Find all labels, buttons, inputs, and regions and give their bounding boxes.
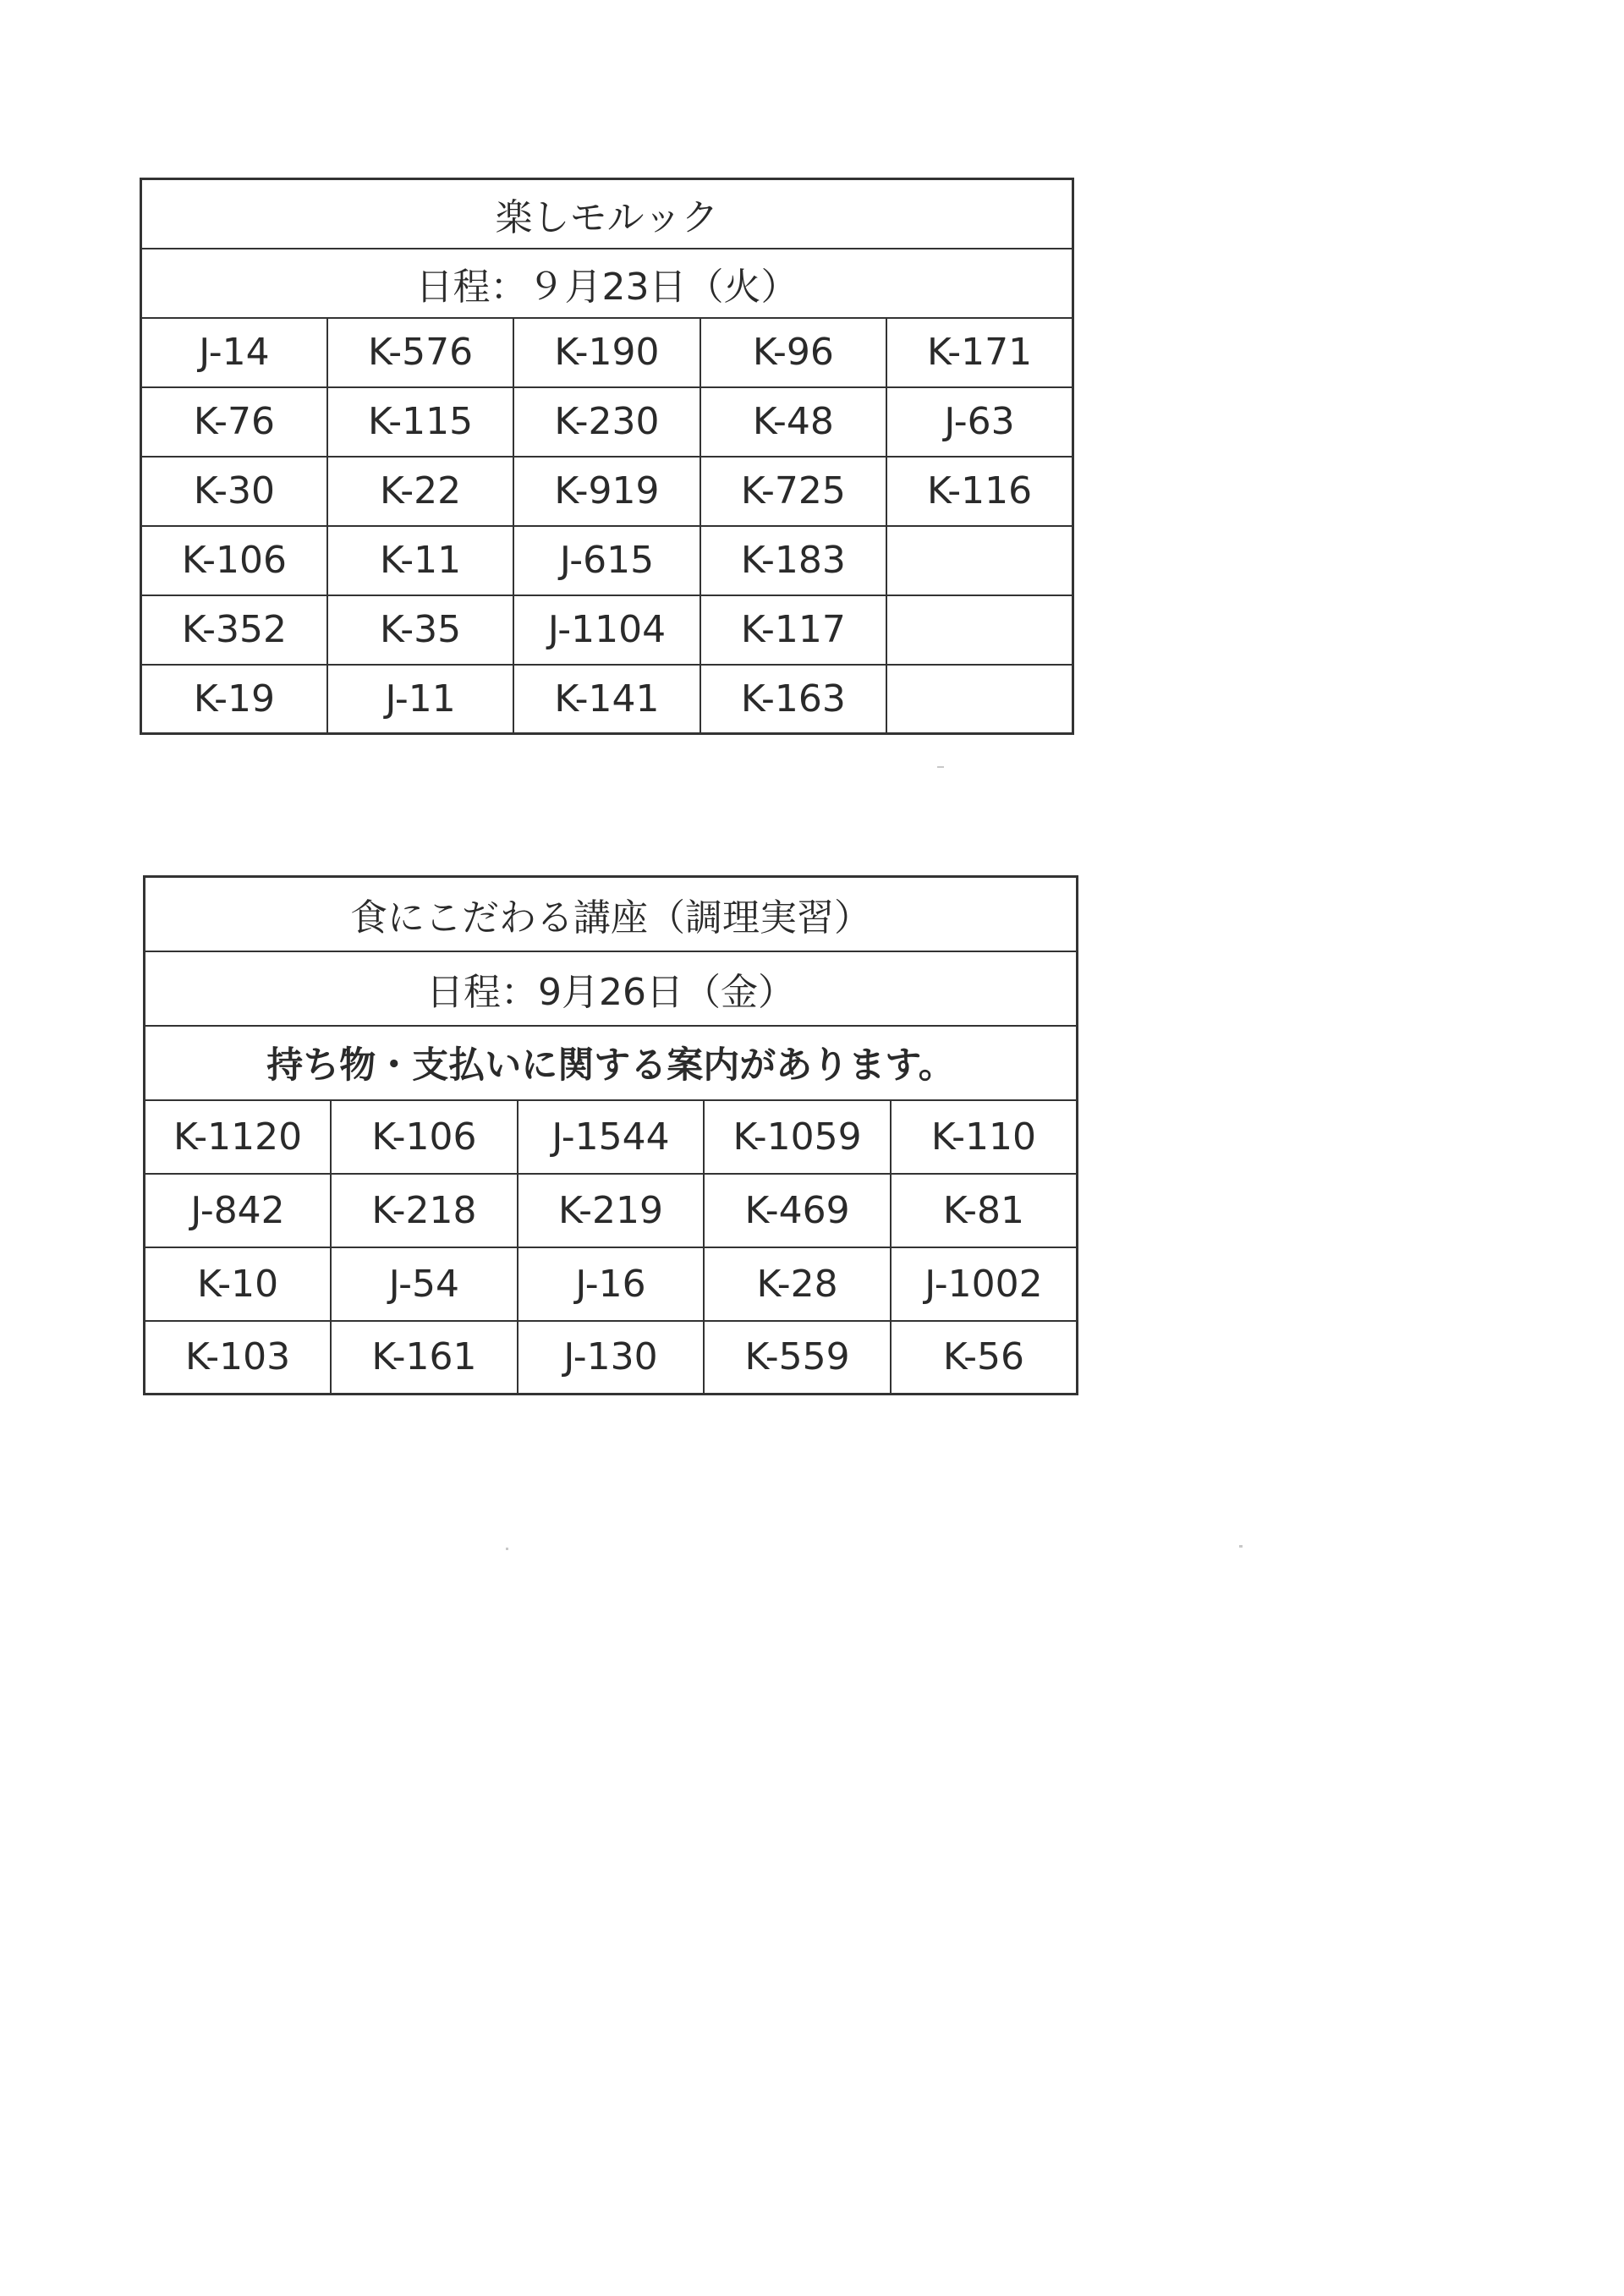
table-row — [145, 1247, 1078, 1321]
table-row — [141, 526, 1073, 595]
participant-id-cell: K-103 — [145, 1321, 332, 1395]
scan-speck — [937, 766, 944, 768]
participant-id-cell: K-219 — [518, 1174, 705, 1247]
participant-id-cell: K-1120 — [145, 1100, 332, 1174]
table-row — [141, 318, 1073, 387]
participant-id-cell: J-1544 — [518, 1100, 705, 1174]
schedule-table-cooking — [143, 875, 1078, 1395]
participant-id-cell: K-76 — [141, 387, 327, 457]
participant-id-cell: J-16 — [518, 1247, 705, 1321]
participant-id-cell: K-96 — [700, 318, 886, 387]
table-row — [145, 1100, 1078, 1174]
participant-id-cell: K-22 — [327, 457, 513, 526]
participant-id-cell: K-141 — [513, 665, 700, 734]
table-row — [141, 665, 1073, 734]
participant-id-cell: K-19 — [141, 665, 327, 734]
participant-id-cell: K-469 — [704, 1174, 891, 1247]
participant-id-cell: K-11 — [327, 526, 513, 595]
participant-id-cell: J-63 — [886, 387, 1073, 457]
participant-id-cell: K-163 — [700, 665, 886, 734]
participant-id-cell: K-10 — [145, 1247, 332, 1321]
participant-id-cell: K-559 — [704, 1321, 891, 1395]
participant-id-cell: K-30 — [141, 457, 327, 526]
participant-id-cell: J-1002 — [891, 1247, 1078, 1321]
participant-id-cell: K-81 — [891, 1174, 1078, 1247]
table-title-row — [145, 877, 1078, 951]
participant-id-cell: K-352 — [141, 595, 327, 665]
event-title: 楽しモルック — [141, 179, 1073, 249]
table-row — [145, 1321, 1078, 1395]
participant-id-cell: K-115 — [327, 387, 513, 457]
participant-id-cell: K-161 — [331, 1321, 518, 1395]
event-schedule: 日程：9月26日（金） — [145, 951, 1078, 1026]
event-schedule: 日程：９月23日（火） — [141, 249, 1073, 318]
table-row — [141, 387, 1073, 457]
participant-id-cell: J-1104 — [513, 595, 700, 665]
participant-id-cell: K-1059 — [704, 1100, 891, 1174]
scan-speck — [506, 1548, 508, 1550]
scan-speck — [1239, 1545, 1243, 1548]
table-title-row — [141, 179, 1073, 249]
participant-id-cell: K-919 — [513, 457, 700, 526]
table-row — [141, 457, 1073, 526]
participant-id-cell: K-171 — [886, 318, 1073, 387]
table-schedule-row — [145, 951, 1078, 1026]
table-row — [145, 1174, 1078, 1247]
participant-id-cell: J-842 — [145, 1174, 332, 1247]
participant-id-cell: J-54 — [331, 1247, 518, 1321]
participant-id-cell: J-615 — [513, 526, 700, 595]
participant-id-cell: K-35 — [327, 595, 513, 665]
participant-id-cell: K-576 — [327, 318, 513, 387]
empty-cell — [886, 526, 1073, 595]
participant-id-cell: K-218 — [331, 1174, 518, 1247]
participant-id-cell: J-130 — [518, 1321, 705, 1395]
schedule-table-molkky — [140, 178, 1074, 735]
table-row — [141, 595, 1073, 665]
table-schedule-row — [141, 249, 1073, 318]
empty-cell — [886, 595, 1073, 665]
participant-id-cell: J-11 — [327, 665, 513, 734]
participant-id-cell: K-116 — [886, 457, 1073, 526]
participant-id-cell: K-183 — [700, 526, 886, 595]
participant-id-cell: K-110 — [891, 1100, 1078, 1174]
participant-id-cell: K-106 — [141, 526, 327, 595]
table-notice-row — [145, 1026, 1078, 1100]
participant-id-cell: K-48 — [700, 387, 886, 457]
event-notice: 持ち物・支払いに関する案内があります。 — [145, 1026, 1078, 1100]
participant-id-cell: K-190 — [513, 318, 700, 387]
event-title: 食にこだわる講座（調理実習） — [145, 877, 1078, 951]
participant-id-cell: K-725 — [700, 457, 886, 526]
participant-id-cell: K-56 — [891, 1321, 1078, 1395]
empty-cell — [886, 665, 1073, 734]
participant-id-cell: J-14 — [141, 318, 327, 387]
participant-id-cell: K-117 — [700, 595, 886, 665]
participant-id-cell: K-28 — [704, 1247, 891, 1321]
participant-id-cell: K-230 — [513, 387, 700, 457]
participant-id-cell: K-106 — [331, 1100, 518, 1174]
